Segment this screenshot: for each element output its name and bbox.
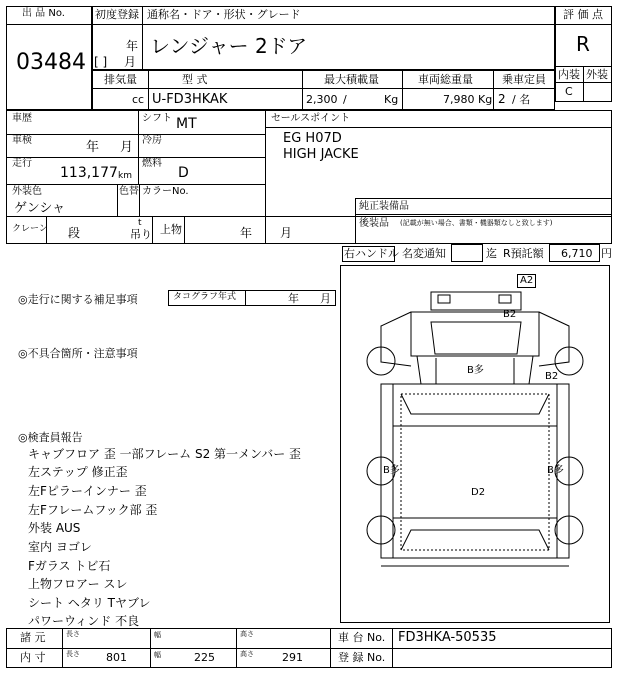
model-code: U-FD3HKAK	[152, 92, 228, 107]
tachograph-label: タコグラフ年式	[173, 292, 237, 302]
damage-mark-b2-cab: B2	[503, 309, 517, 320]
vehicle-diagram	[340, 265, 610, 623]
score-label: 評 価 点	[563, 8, 603, 21]
tachograph-month: 月	[320, 292, 331, 305]
registration-label: 登 録 No.	[338, 651, 386, 664]
displacement-label: 排気量	[104, 73, 137, 86]
report-line: 左Fフレームフック部 歪	[28, 503, 158, 517]
damage-mark-b-many-left: B多	[383, 465, 400, 476]
std-equip-label: 純正装備品	[359, 201, 409, 212]
lot-number: 03484	[16, 50, 86, 75]
report-line: パワーウィンド 不良	[28, 614, 140, 628]
max-load-value: 2,300	[306, 93, 338, 106]
height-label-1: 高さ	[240, 630, 254, 638]
report-line: キャブフロア 歪 一部フレーム S2 第一メンバー 歪	[28, 447, 302, 461]
ext-color-label: 外装色	[12, 186, 42, 197]
width-label-1: 幅	[154, 631, 161, 639]
displacement-unit: cc	[132, 93, 145, 106]
interior-height: 291	[282, 651, 303, 664]
damage-mark-b2-right: B2	[545, 371, 559, 382]
model-name: レンジャー 2ドア	[150, 34, 308, 58]
exterior-label: 外装	[586, 68, 608, 81]
interior-width: 225	[194, 651, 215, 664]
sales-point-1: EG H07D	[283, 131, 342, 146]
crane-label: クレーン	[12, 224, 48, 234]
report-line: 外装 AUS	[28, 521, 81, 535]
height-label-2: 高さ	[240, 650, 254, 658]
defects-label: ◎不具合箇所・注意事項	[18, 347, 138, 360]
lot-no-label: 出 品 No.	[22, 8, 65, 19]
shift-value: MT	[176, 116, 197, 132]
max-load-unit: Kg	[384, 93, 399, 106]
ext-color-value: ゲンシャ	[14, 201, 66, 216]
r-tax-unit: 円	[601, 247, 612, 260]
model-name-label: 通称名・ドア・形状・グレード	[147, 8, 301, 21]
interior-label: 内装	[558, 68, 580, 81]
damage-mark-b-many-top: B多	[467, 365, 484, 376]
interior-length: 801	[106, 651, 127, 664]
fuel-value: D	[178, 165, 189, 181]
lift-label: 上物	[160, 223, 182, 236]
report-line: 左Fピラーインナー 歪	[28, 484, 147, 498]
crane-t: t	[138, 218, 142, 228]
chassis-label: 車 台 No.	[338, 631, 386, 644]
lift-month: 月	[280, 226, 293, 240]
inspection-label: 車検	[12, 135, 32, 146]
len-label-1: 長さ	[66, 630, 80, 638]
damage-mark-d2: D2	[471, 487, 486, 498]
len-label-2: 長さ	[66, 650, 80, 658]
shift-label: シフト	[142, 113, 172, 124]
color-no-label: 色替	[119, 186, 139, 197]
aftermarket-label: 後装品	[359, 218, 389, 229]
tachograph-year: 年	[288, 292, 299, 305]
r-tax-value: 6,710	[561, 247, 593, 260]
damage-mark-a2: A2	[517, 274, 536, 288]
report-line: Fガラス トビ石	[28, 559, 111, 573]
inspection-year: 年	[86, 140, 100, 155]
running-notes-label: ◎走行に関する補足事項	[18, 293, 138, 306]
ac-label: 冷房	[142, 135, 162, 146]
report-line: 左ステップ 修正歪	[28, 465, 128, 479]
first-reg-year: 年	[126, 39, 139, 53]
r-tax-label: R預託額	[503, 247, 544, 260]
capacity-unit: / 名	[512, 93, 531, 106]
color-code-label: カラーNo.	[142, 186, 189, 197]
interior-score: C	[565, 85, 573, 98]
inspector-report-label: ◎検査員報告	[18, 431, 83, 444]
width-label-2: 幅	[154, 651, 161, 659]
damage-mark-b-many-right: B多	[547, 465, 564, 476]
name-change-box	[451, 244, 483, 262]
first-reg-brackets: [ ]	[94, 55, 108, 69]
fuel-label: 燃料	[142, 158, 162, 169]
mileage-unit: km	[118, 171, 132, 181]
mileage-label: 走行	[12, 158, 32, 169]
max-load-sep: /	[343, 93, 347, 106]
aftermarket-note: (記載が無い場合、書類・機器類なしと致します)	[400, 219, 553, 227]
report-line: シート ヘタリ Tヤブレ	[28, 596, 151, 610]
first-reg-month: 月	[124, 55, 137, 69]
model-code-label: 型 式	[182, 73, 208, 86]
truck-outline	[341, 266, 609, 622]
mileage-value: 113,177	[60, 165, 118, 181]
sales-point-label: セールスポイント	[271, 113, 351, 124]
dims-label: 諸 元	[20, 631, 46, 644]
report-line: 上物フロアー スレ	[28, 577, 128, 591]
gross-weight-unit: Kg	[478, 93, 493, 106]
capacity-label: 乗車定員	[502, 73, 546, 86]
sales-point-2: HIGH JACKE	[283, 147, 359, 162]
interior-dims-label: 内 寸	[20, 651, 46, 664]
steering: 右ハンドル	[344, 247, 399, 260]
gross-weight-label: 車両総重量	[418, 73, 473, 86]
gross-weight-value: 7,980	[443, 93, 475, 106]
inspection-month: 月	[120, 140, 134, 155]
history-label: 車歴	[12, 113, 32, 124]
max-load-label: 最大積載量	[324, 73, 379, 86]
capacity-value: 2	[498, 92, 506, 106]
overall-score: R	[576, 32, 590, 56]
report-line: 室内 ヨゴレ	[28, 540, 92, 554]
lift-year: 年	[240, 226, 253, 240]
name-change-label: 名変通知	[402, 247, 446, 260]
first-reg-label: 初度登録	[95, 8, 139, 21]
crane-stages: 段	[68, 226, 81, 240]
chassis-number: FD3HKA-50535	[398, 630, 497, 645]
deadline-label: 迄	[486, 247, 497, 260]
crane-hook: 吊り	[130, 228, 152, 241]
